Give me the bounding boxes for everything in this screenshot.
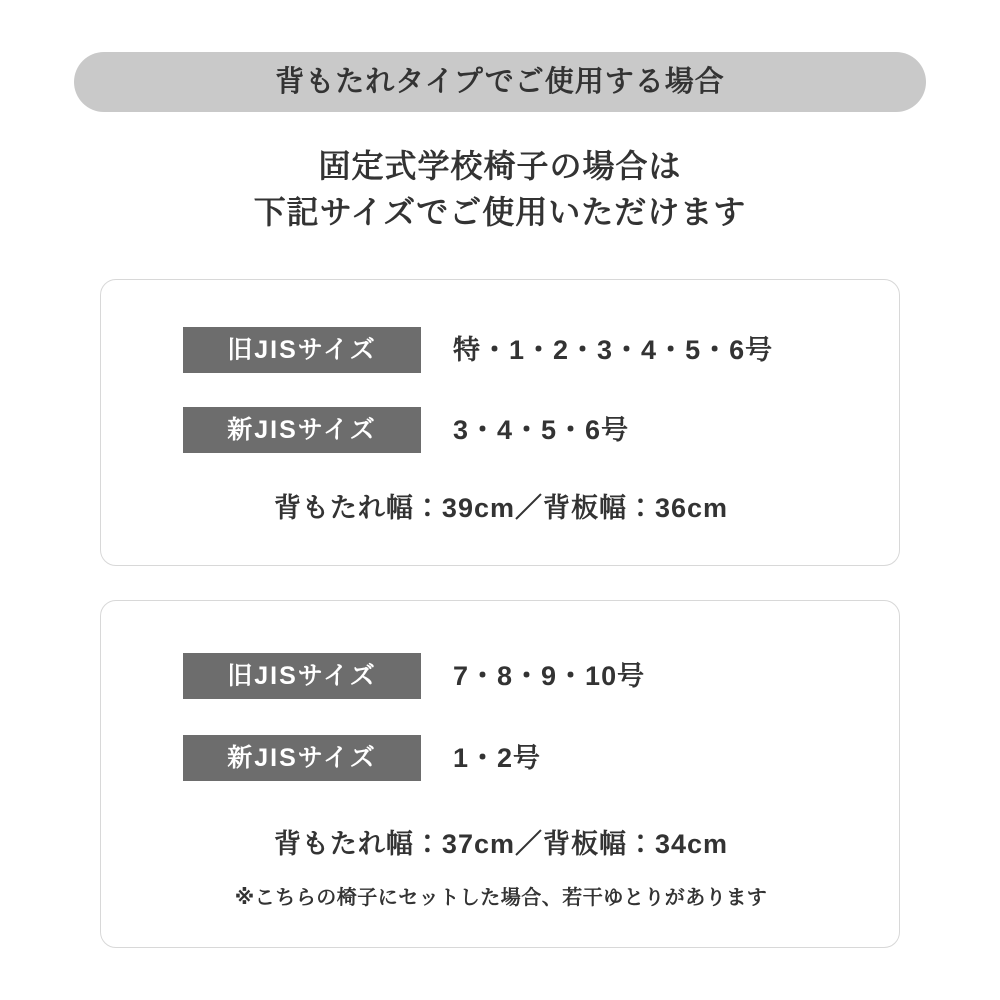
size-row-value: 3・4・5・6号 xyxy=(453,414,630,445)
size-row-tag: 旧JISサイズ xyxy=(183,653,421,699)
card-width-note: 背もたれ幅：39cm／背板幅：36cm xyxy=(273,493,729,523)
size-row-tag: 旧JISサイズ xyxy=(183,327,421,373)
size-row-value: 1・2号 xyxy=(453,742,542,773)
size-row-tag: 新JISサイズ xyxy=(183,735,421,781)
lead-heading xyxy=(0,143,1000,236)
size-card-2 xyxy=(100,600,900,948)
lead-heading-line-1: 固定式学校椅子の場合は xyxy=(318,148,682,184)
size-row-old-jis xyxy=(183,327,773,373)
lead-heading-line-2: 下記サイズでご使用いただけます xyxy=(253,194,747,231)
card-sub-note: ※こちらの椅子にセットした場合、若干ゆとりがあります xyxy=(234,887,768,909)
size-row-old-jis xyxy=(183,653,645,699)
size-row-tag: 新JISサイズ xyxy=(183,407,421,453)
size-row-value: 特・1・2・3・4・5・6号 xyxy=(453,334,774,365)
section-header-banner xyxy=(74,52,926,112)
size-row-new-jis xyxy=(183,407,629,453)
card-width-note: 背もたれ幅：37cm／背板幅：34cm xyxy=(273,829,729,859)
size-card-1 xyxy=(100,279,900,566)
size-row-new-jis xyxy=(183,735,541,781)
size-row-value: 7・8・9・10号 xyxy=(453,660,646,691)
section-header-title: 背もたれタイプでご使用する場合 xyxy=(275,65,725,98)
